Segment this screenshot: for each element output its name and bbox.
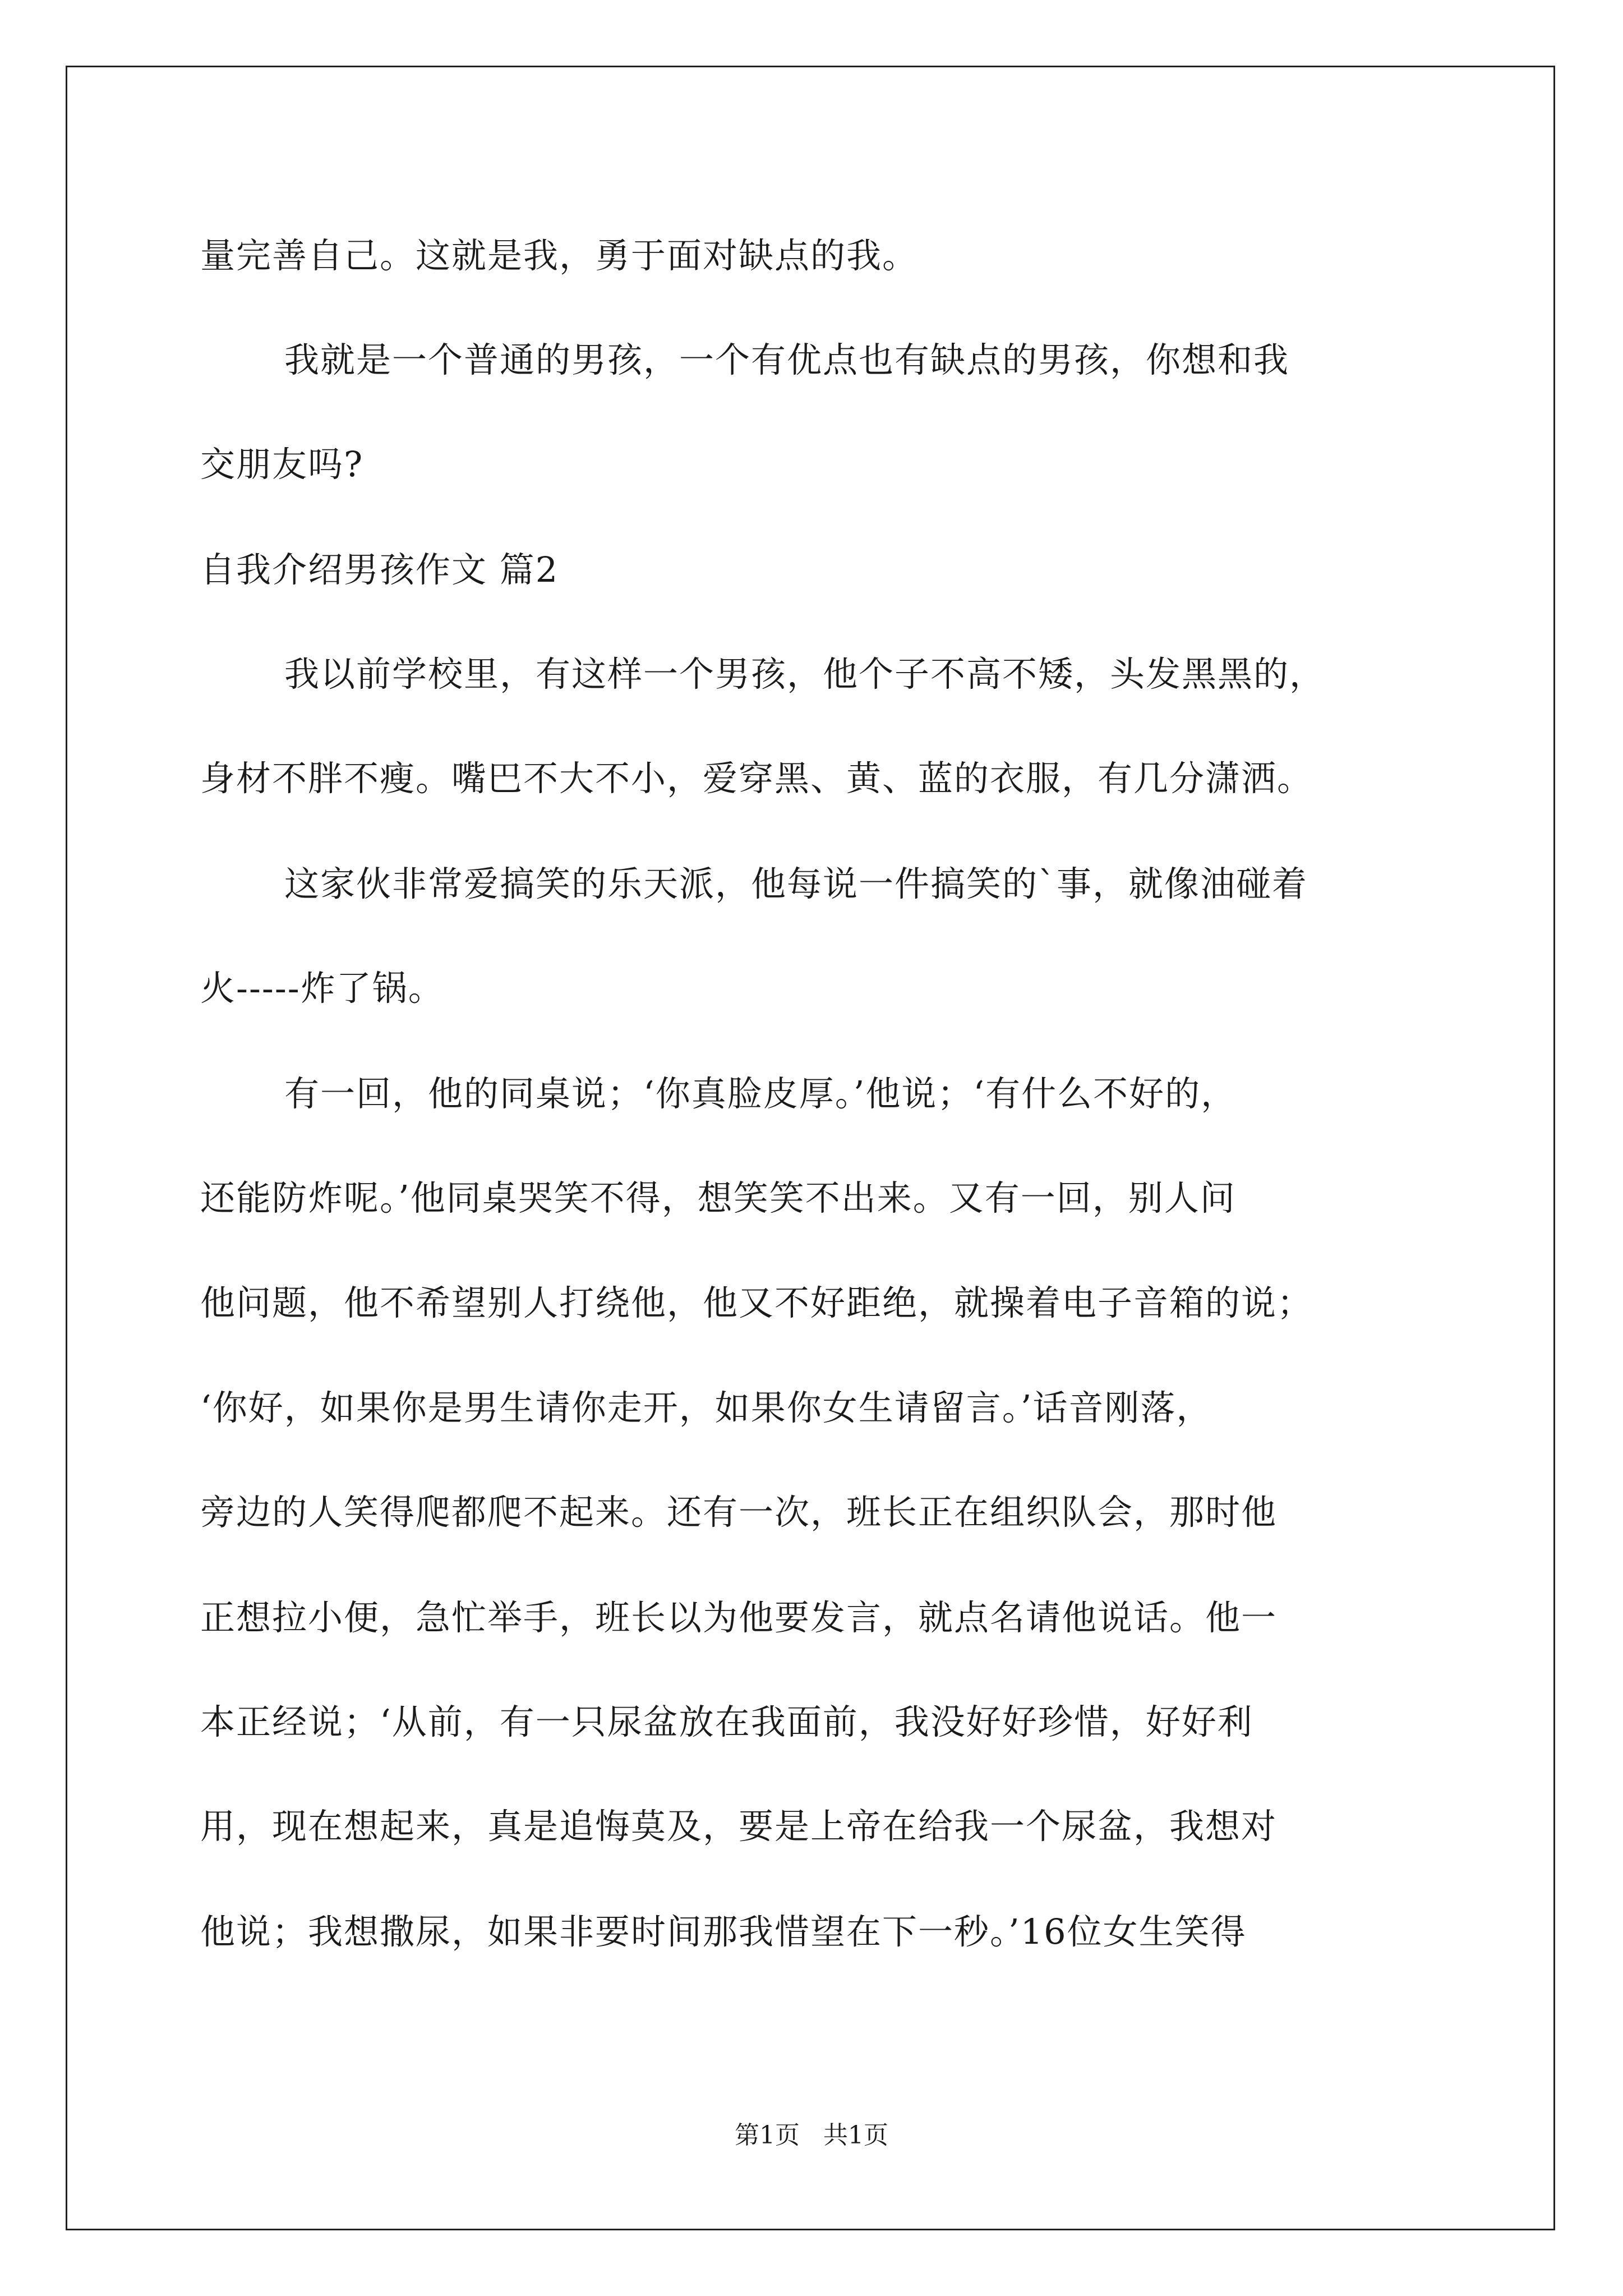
text-line: ‘你好，如果你是男生请你走开，如果你女生请留言。’话音刚落， [200, 1387, 1212, 1428]
text-line: 正想拉小便，急忙举手，班长以为他要发言，就点名请他说话。他一 [200, 1597, 1278, 1638]
page-footer: 第1页 共1页 [735, 2121, 888, 2150]
section-heading: 自我介绍男孩作文 篇2 [200, 549, 559, 590]
text-line: 交朋友吗? [200, 444, 364, 485]
paragraph-first-line: 我就是一个普通的男孩，一个有优点也有缺点的男孩，你想和我 [284, 339, 1290, 380]
paragraph-first-line: 这家伙非常爱搞笑的乐天派，他每说一件搞笑的`事，就像油碰着 [284, 863, 1308, 904]
text-line: 他说；我想撒尿，如果非要时间那我惜望在下一秒。’16位女生笑得 [200, 1911, 1247, 1952]
text-line: 火-----炸了锅。 [200, 968, 444, 1009]
text-line: 身材不胖不瘦。嘴巴不大不小，爱穿黑、黄、蓝的衣服，有几分潇洒。 [200, 758, 1313, 799]
text-line: 本正经说；‘从前，有一只尿盆放在我面前，我没好好珍惜，好好利 [200, 1701, 1253, 1742]
text-line: 量完善自己。这就是我，勇于面对缺点的我。 [200, 235, 919, 276]
text-line: 还能防炸呢。’他同桌哭笑不得，想笑笑不出来。又有一回，别人问 [200, 1177, 1236, 1218]
paragraph-first-line: 我以前学校里，有这样一个男孩，他个子不高不矮，头发黑黑的， [284, 654, 1326, 694]
text-line: 他问题，他不希望别人打绕他，他又不好距绝，就操着电子音箱的说； [200, 1282, 1313, 1323]
text-line: 旁边的人笑得爬都爬不起来。还有一次，班长正在组织队会，那时他 [200, 1492, 1278, 1533]
text-line: 用，现在想起来，真是追悔莫及，要是上帝在给我一个尿盆，我想对 [200, 1806, 1278, 1847]
page-border [66, 66, 1555, 2230]
paragraph-first-line: 有一回，他的同桌说；‘你真脸皮厚。’他说；‘有什么不好的， [284, 1073, 1237, 1114]
